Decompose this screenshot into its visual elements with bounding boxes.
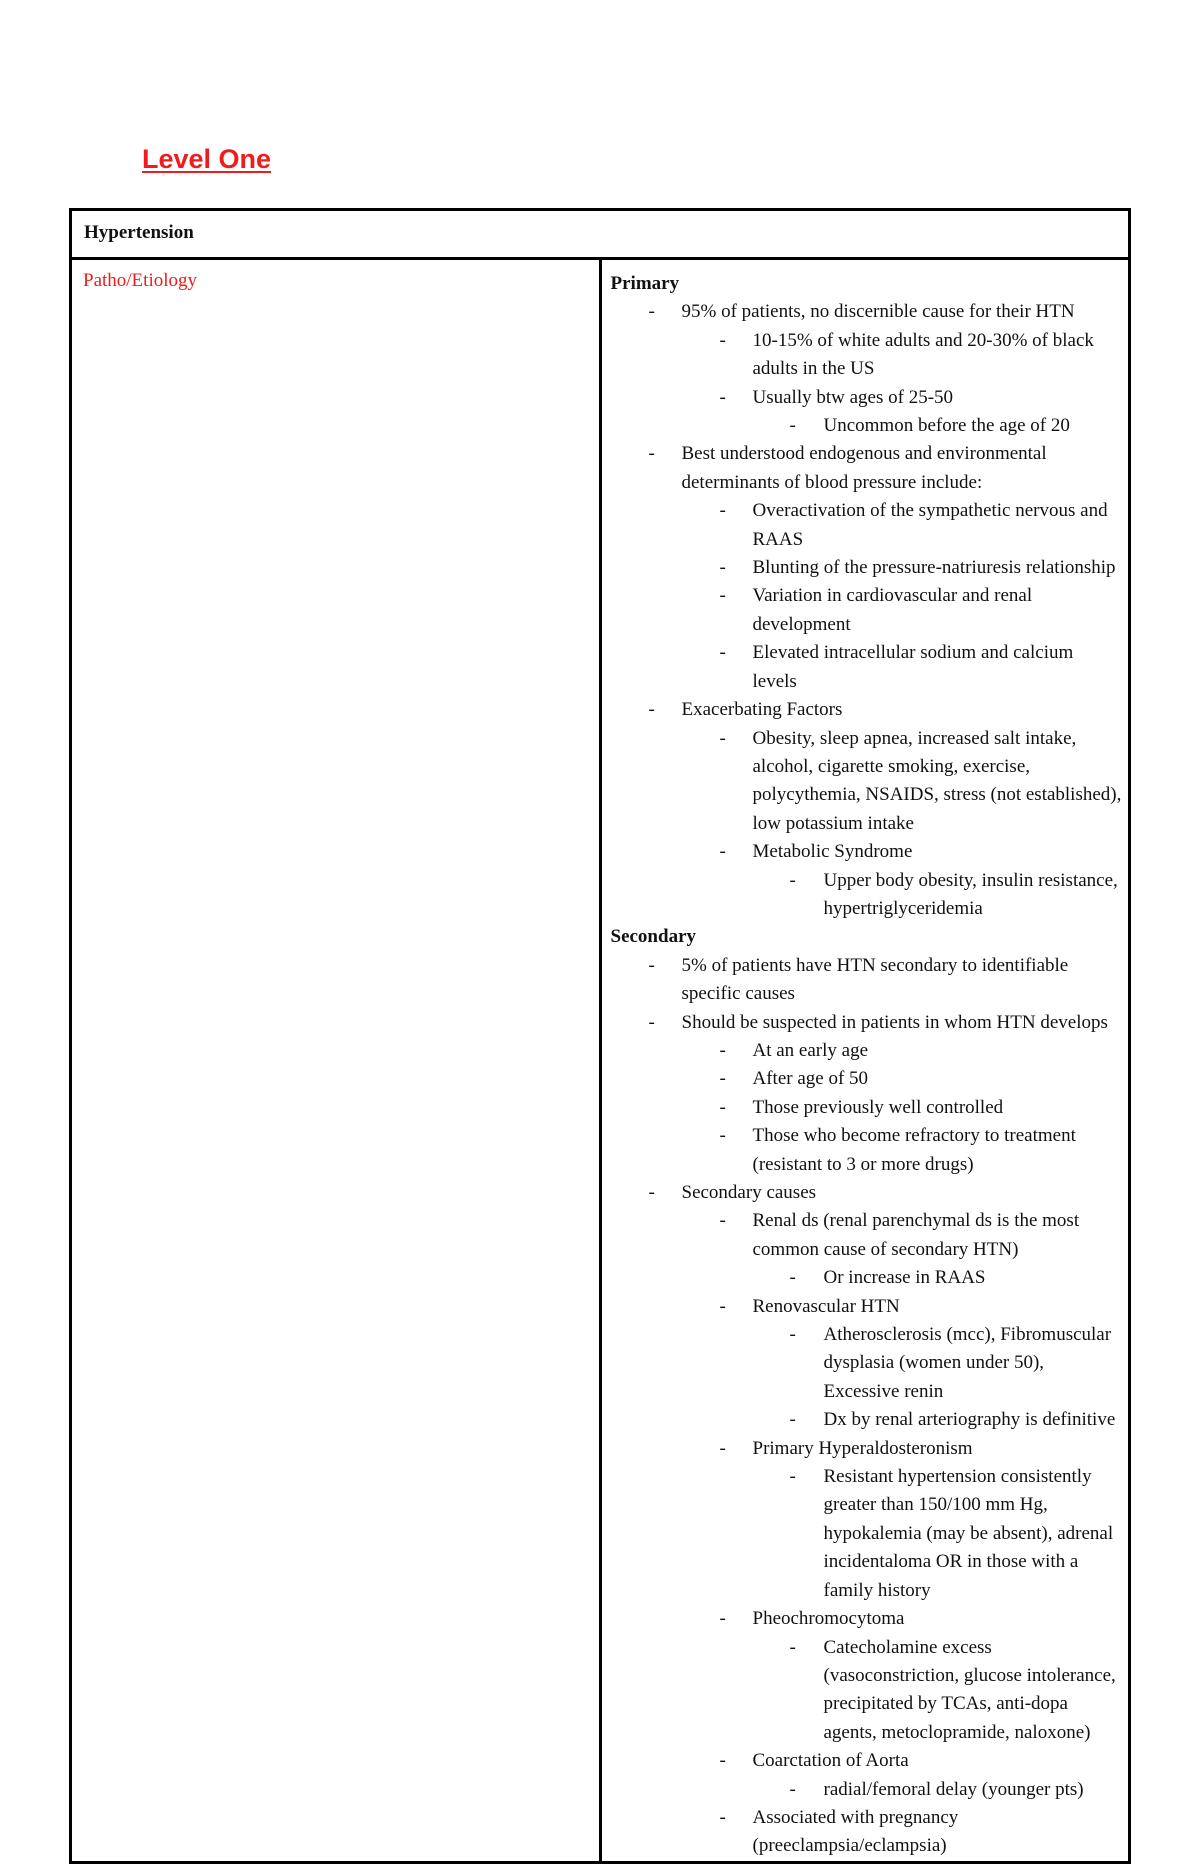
bullet-dash-icon: - [719, 1068, 726, 1090]
list-item [611, 1179, 1123, 1207]
list-item [611, 497, 1123, 554]
bullet-dash-icon: - [789, 1324, 796, 1346]
list-item-text: Associated with pregnancy (preeclampsia/eclampsia) [752, 1806, 959, 1857]
list-item-text: Blunting of the pressure-natriuresis relationship [752, 557, 1116, 579]
bullet-dash-icon: - [789, 1466, 796, 1488]
list-item [611, 1037, 1123, 1065]
bullet-dash-icon: - [719, 1806, 726, 1828]
bullet-dash-icon: - [648, 954, 655, 976]
list-item [611, 696, 1123, 724]
list-item [611, 1293, 1123, 1321]
list-item [611, 867, 1123, 924]
list-item-text: Dx by renal arteriography is definitive [823, 1409, 1116, 1431]
list-item [611, 1435, 1123, 1463]
list-item [611, 1094, 1123, 1122]
table-row [71, 259, 1130, 1863]
list-item [611, 440, 1123, 497]
list-item-text: Catecholamine excess (vasoconstriction, glucose intolerance, precipitated by TCAs, anti-dopa agents, metoclopramide, naloxone) [823, 1636, 1116, 1743]
list-item-text: Primary Hyperaldosteronism [752, 1437, 973, 1459]
list-item-text: Those previously well controlled [752, 1096, 1004, 1118]
bullet-dash-icon: - [648, 443, 655, 465]
list-item-text: Obesity, sleep apnea, increased salt intake, alcohol, cigarette smoking, exercise, polycythemia, NSAIDS, stress (not established), low potassium intake [752, 727, 1122, 834]
list-item [611, 1321, 1123, 1406]
list-item-text: Upper body obesity, insulin resistance, hypertriglyceridemia [823, 869, 1118, 919]
list-item-text: Overactivation of the sympathetic nervous and RAAS [752, 500, 1108, 550]
bullet-dash-icon: - [719, 585, 726, 607]
list-item-text: Secondary causes [681, 1182, 817, 1203]
list-item-text: Should be suspected in patients in whom HTN develops [681, 1011, 1108, 1033]
bullet-dash-icon: - [789, 1778, 796, 1800]
bullet-dash-icon: - [719, 1295, 726, 1317]
bullet-dash-icon: - [719, 1750, 726, 1772]
bullet-dash-icon: - [719, 1125, 726, 1147]
bullet-dash-icon: - [719, 1096, 726, 1118]
list-item-text: Metabolic Syndrome [752, 841, 913, 863]
list-item-text: Renal ds (renal parenchymal ds is the most common cause of secondary HTN) [752, 1210, 1080, 1260]
list-item [611, 952, 1123, 1009]
list-item-text: Variation in cardiovascular and renal development [752, 585, 1033, 635]
list-item [611, 1122, 1123, 1179]
list-item [611, 1747, 1123, 1775]
list-item [611, 384, 1123, 412]
bullet-dash-icon: - [719, 727, 726, 749]
list-item-text: Coarctation of Aorta [752, 1750, 909, 1772]
list-item [611, 1776, 1123, 1804]
list-item-text: At an early age [752, 1039, 869, 1061]
list-item [611, 838, 1123, 866]
list-item-text: Best understood endogenous and environmental determinants of blood pressure include: [681, 443, 1047, 493]
bullet-dash-icon: - [719, 557, 726, 579]
bullet-dash-icon: - [789, 1267, 796, 1289]
list-item-text: Those who become refractory to treatment (resistant to 3 or more drugs) [752, 1125, 1076, 1175]
bullet-dash-icon: - [719, 500, 726, 522]
list-item-text: After age of 50 [752, 1068, 869, 1090]
bullet-dash-icon: - [789, 415, 796, 437]
hypertension-table [69, 208, 1131, 1864]
list-item-text: radial/femoral delay (younger pts) [823, 1778, 1084, 1800]
list-item-text: Pheochromocytoma [752, 1608, 905, 1630]
list-item-text: Resistant hypertension consistently greater than 150/100 mm Hg, hypokalemia (may be absent), adrenal incidentaloma OR in those with a family history [823, 1466, 1114, 1601]
list-item [611, 327, 1123, 384]
bullet-dash-icon: - [789, 869, 796, 891]
list-item-text: Renovascular HTN [752, 1295, 900, 1317]
bullet-dash-icon: - [719, 1437, 726, 1459]
list-item [611, 1065, 1123, 1093]
bullet-dash-icon: - [648, 1182, 655, 1203]
outline [611, 270, 1123, 1861]
list-item [611, 1406, 1123, 1434]
section-heading: Secondary [610, 926, 696, 948]
row-label: Patho/Etiology [71, 259, 601, 1863]
list-item-text: Atherosclerosis (mcc), Fibromuscular dysplasia (women under 50), Excessive renin [823, 1324, 1112, 1402]
row-content [600, 259, 1130, 1863]
list-item [611, 1207, 1123, 1264]
table-header-row [71, 210, 1130, 259]
list-item [611, 1463, 1123, 1605]
bullet-dash-icon: - [719, 329, 726, 351]
section-heading: Primary [610, 273, 680, 294]
bullet-dash-icon: - [719, 386, 726, 408]
list-item [611, 1804, 1123, 1861]
bullet-dash-icon: - [719, 1608, 726, 1630]
bullet-dash-icon: - [648, 301, 655, 323]
bullet-dash-icon: - [789, 1636, 796, 1658]
list-item [611, 1264, 1123, 1292]
list-item-text: Usually btw ages of 25-50 [752, 386, 954, 408]
bullet-dash-icon: - [719, 1039, 726, 1061]
list-item [611, 639, 1123, 696]
list-item-text: 95% of patients, no discernible cause for their HTN [681, 301, 1075, 323]
bullet-dash-icon: - [719, 1210, 726, 1232]
bullet-dash-icon: - [719, 642, 726, 664]
list-item-text: Uncommon before the age of 20 [823, 415, 1070, 437]
list-item-text: 5% of patients have HTN secondary to identifiable specific causes [681, 954, 1069, 1005]
bullet-dash-icon: - [789, 1409, 796, 1431]
list-item [611, 298, 1123, 326]
bullet-dash-icon: - [648, 699, 655, 721]
list-item [611, 1605, 1123, 1633]
list-item-text: Or increase in RAAS [823, 1267, 986, 1289]
page-title: Level One [142, 144, 272, 174]
list-item [611, 554, 1123, 582]
table-header-cell: Hypertension [71, 210, 1130, 259]
list-item [611, 582, 1123, 639]
list-item-text: 10-15% of white adults and 20-30% of black adults in the US [752, 329, 1094, 380]
list-item [611, 1634, 1123, 1748]
bullet-dash-icon: - [648, 1011, 655, 1033]
list-item-text: Exacerbating Factors [681, 699, 843, 721]
list-item-text: Elevated intracellular sodium and calcium levels [752, 642, 1074, 692]
list-item [611, 1009, 1123, 1037]
bullet-dash-icon: - [719, 841, 726, 863]
list-item [611, 725, 1123, 839]
list-item [611, 412, 1123, 440]
